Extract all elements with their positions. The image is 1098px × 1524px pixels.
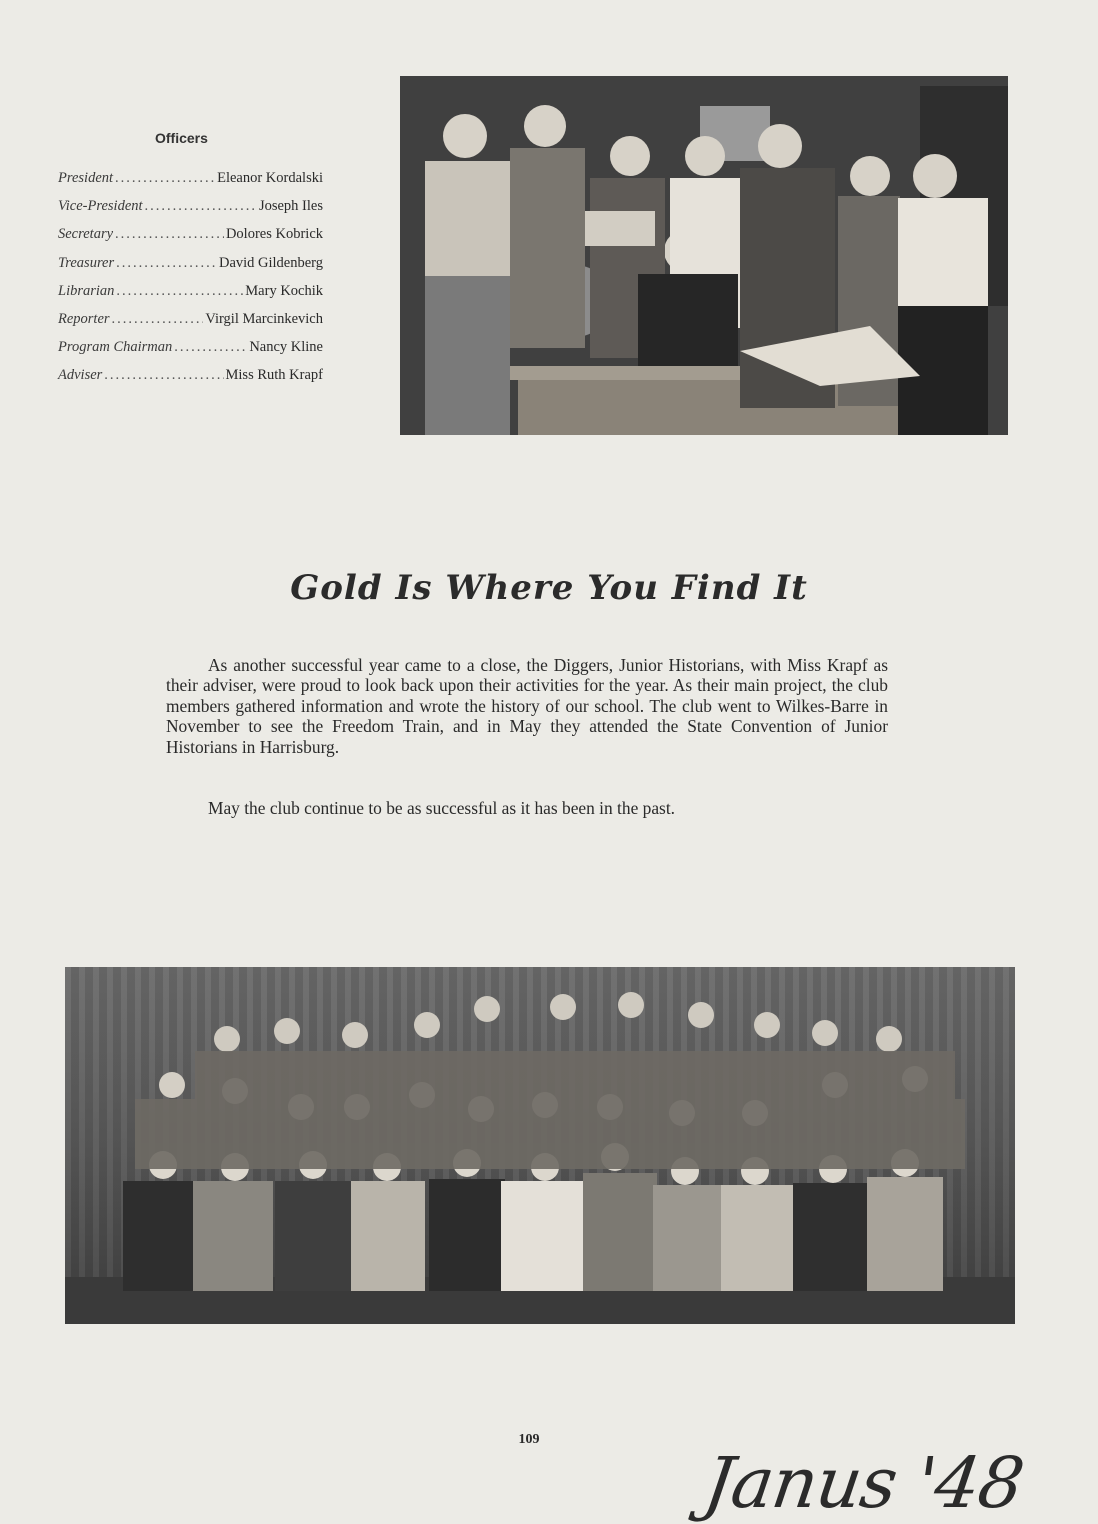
officer-name: Virgil Marcinkevich <box>205 310 323 327</box>
janus-signature: Janus '48 <box>699 1442 1029 1524</box>
officer-name: David Gildenberg <box>218 254 323 271</box>
officer-name: Mary Kochik <box>245 282 323 299</box>
officers-heading: Officers <box>155 130 208 146</box>
officer-name: Joseph Iles <box>258 198 323 215</box>
officer-role: Vice-President <box>58 198 143 215</box>
article-headline: Gold Is Where You Find It <box>290 568 808 608</box>
officer-name: Dolores Kobrick <box>225 226 323 243</box>
officer-row <box>58 198 323 226</box>
officer-row <box>58 283 323 311</box>
club-group-photo <box>65 967 1015 1324</box>
leader-dots <box>116 255 217 272</box>
officer-role: Reporter <box>58 310 110 327</box>
leader-dots <box>112 311 204 328</box>
leader-dots <box>174 339 247 356</box>
officer-role: Secretary <box>58 226 114 243</box>
officer-row <box>58 255 323 283</box>
officer-name: Eleanor Kordalski <box>217 170 323 186</box>
officers-photo-art <box>400 76 1008 435</box>
leader-dots <box>116 283 243 300</box>
leader-dots <box>115 170 215 187</box>
officer-role: President <box>58 170 114 186</box>
article-closing: May the club continue to be as successful as it has been in the past. <box>208 798 676 818</box>
officer-name: Miss Ruth Krapf <box>225 367 323 384</box>
officers-group-photo <box>400 76 1008 435</box>
leader-dots <box>115 226 224 243</box>
club-photo-art <box>65 967 1015 1324</box>
officer-role: Librarian <box>58 282 115 299</box>
officer-role: Program Chairman <box>58 339 173 356</box>
officer-row <box>58 311 323 339</box>
officer-row <box>58 226 323 254</box>
page-number: 109 <box>518 1432 540 1447</box>
article-paragraph: As another successful year came to a close, the Diggers, Junior Historians, with Miss Krapf as their adviser, were proud to look back upon their activities for the year. As their main project, the club members gathered information and wrote the history of our school. The club went to Wilkes-Barre in November to see the Freedom Train, and in May they attended the State Convention of Junior Historians in Harrisburg. <box>166 655 888 757</box>
officer-role: Adviser <box>58 367 103 384</box>
leader-dots <box>145 198 257 215</box>
officer-name: Nancy Kline <box>249 339 323 356</box>
officer-row <box>58 367 323 395</box>
officer-row <box>58 170 323 198</box>
officers-list <box>58 170 323 396</box>
leader-dots <box>104 367 223 384</box>
officer-role: Treasurer <box>58 254 115 271</box>
officer-row <box>58 339 323 367</box>
